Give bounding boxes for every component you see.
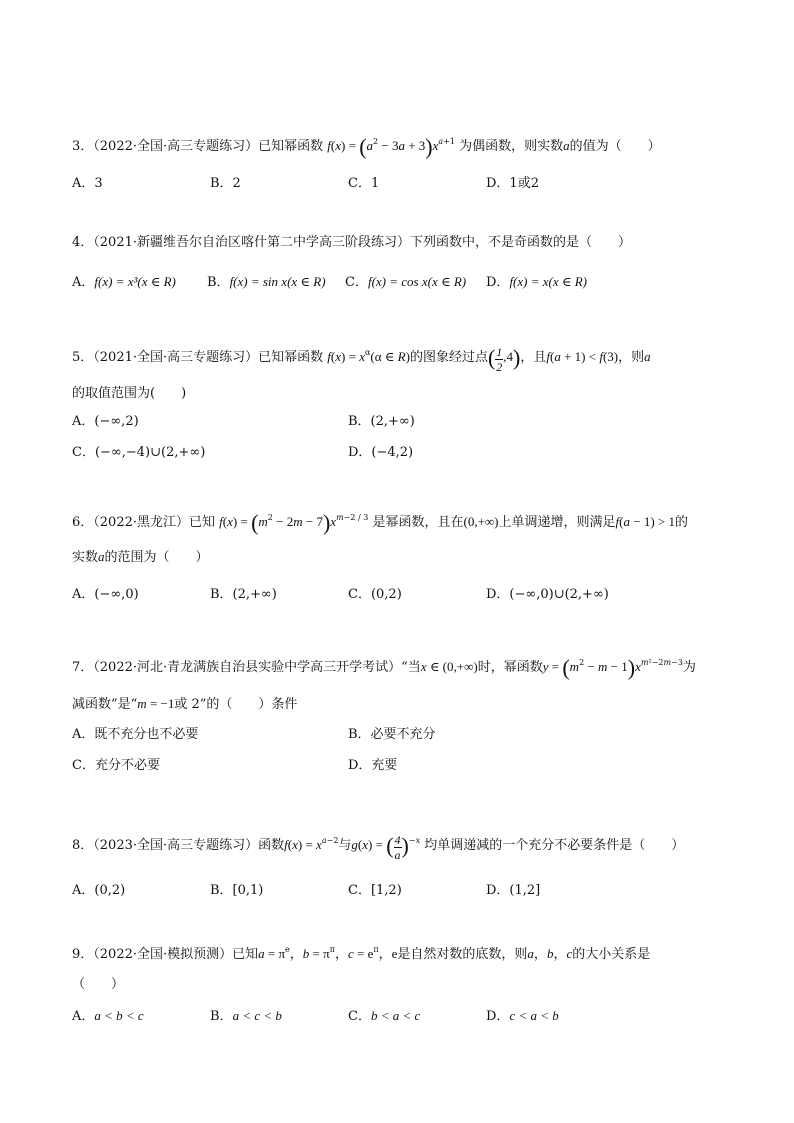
q3-option-d: D．1或2 xyxy=(486,176,539,191)
q4-formula-a: f(x) = x³(x ∈ R) xyxy=(94,274,176,289)
q7-option-b: B．必要不充分 xyxy=(348,727,436,742)
q5-stem: 5．（2021·全国·高三专题练习）已知幂函数 $f(x) = x^\alpha(\alpha$ ∈ R)的图象经过点( $\frac{1}{2}$ ,4)，且f(a + 1) < f(3)，则a xyxy=(72,345,651,374)
q7-stem: 7．（2022·河北·青龙满族自治县实验中学高三开学考试）“当x ∈ (0,+∞)时，幂函数$y = (m^2 - m - 1)x^{m^2-2m-3}$为 xyxy=(72,655,696,680)
q6-option-d: D．(−∞,0)∪(2,+∞) xyxy=(486,587,609,602)
q8-option-a: A．(0,2) xyxy=(72,883,126,898)
q7-stem-line2: 减函数”是“m = −1或 2”的（ ）条件 xyxy=(72,696,298,712)
q5-stem-line2: 的取值范围为( ) xyxy=(72,386,187,401)
q8-option-c: C．[1,2) xyxy=(348,883,402,898)
q9-option-d: D．c < a < b xyxy=(486,1008,559,1024)
q9-stem: 9．（2022·全国·模拟预测）已知$a = \pi^e$，$b = \pi^\pi$，$c = e^\pi$，e是自然对数的底数，则a，b，c的大小关系是 xyxy=(72,945,651,962)
q4-option-a: A．f(x) = x³(x ∈ R) xyxy=(72,274,176,290)
q3-option-b: B．2 xyxy=(210,176,241,191)
q5-option-d: D．(−4,2) xyxy=(348,445,414,460)
q5-option-a: A．(−∞,2) xyxy=(72,414,139,429)
q4-option-d: D．f(x) = x(x ∈ R) xyxy=(486,274,588,290)
q4-formula-c: f(x) = cos x(x ∈ R) xyxy=(367,274,467,289)
q3-stem: 3．（2022·全国·高三专题练习）已知幂函数 $f(x) = (a^2 - 3a + 3)x^{a+1}$ 为偶函数，则实数a的值为（ ） xyxy=(72,134,661,159)
q4-formula-b: f(x) = sin x(x ∈ R) xyxy=(229,274,326,289)
q6-option-a: A．(−∞,0) xyxy=(72,587,139,602)
q7-option-a: A．既不充分也不必要 xyxy=(72,727,199,742)
q9-stem-line2: （ ） xyxy=(72,977,125,992)
q3-option-a: A．3 xyxy=(72,176,103,191)
q4-option-b: B．f(x) = sin x(x ∈ R) xyxy=(207,274,326,290)
q6-option-b: B．(2,+∞) xyxy=(210,587,277,602)
q7-option-c: C．充分不必要 xyxy=(72,758,160,773)
q9-option-a: A．a < b < c xyxy=(72,1008,144,1024)
q3-option-c: C．1 xyxy=(348,176,380,191)
q3-prefix: 3．（2022·全国·高三专题练习）已知幂函数 xyxy=(72,139,324,154)
q5-option-c: C．(−∞,−4)∪(2,+∞) xyxy=(72,445,206,460)
q6-stem-line2: 实数a的范围为（ ） xyxy=(72,549,209,565)
q6-stem: 6．（2022·黑龙江）已知 $f(x) = (m^2 - 2m - 7)x^{m-2 / 3}$ 是幂函数，且在(0,+∞)上单调递增，则满足f(a − 1) > 1的 xyxy=(72,510,688,535)
q4-formula-d: f(x) = x(x ∈ R) xyxy=(509,274,588,289)
q8-option-b: B．[0,1) xyxy=(210,883,264,898)
q8-option-d: D．(1,2] xyxy=(486,883,541,898)
q4-stem: 4．（2021·新疆维吾尔自治区喀什第二中学高三阶段练习）下列函数中，不是奇函数的是（ ） xyxy=(72,235,631,250)
q6-option-c: C．(0,2) xyxy=(348,587,402,602)
q8-stem: 8．（2023·全国·高三专题练习）函数$f(x) = x^{a-2}$与g(x) = ( $\frac{4}{a}$ )$^{-x}$ 均单调递减的一个充分不必要条件是（ ） xyxy=(72,833,685,862)
q3-suffix: 为偶函数，则实数 xyxy=(459,139,564,154)
q7-option-d: D．充要 xyxy=(348,758,398,773)
q3-formula: f xyxy=(327,138,331,153)
q9-option-b: B．a < c < b xyxy=(210,1008,282,1024)
q4-option-c: C．f(x) = cos x(x ∈ R) xyxy=(345,274,467,290)
q5-option-b: B．(2,+∞) xyxy=(348,414,415,429)
q9-option-c: C．b < a < c xyxy=(348,1008,421,1024)
